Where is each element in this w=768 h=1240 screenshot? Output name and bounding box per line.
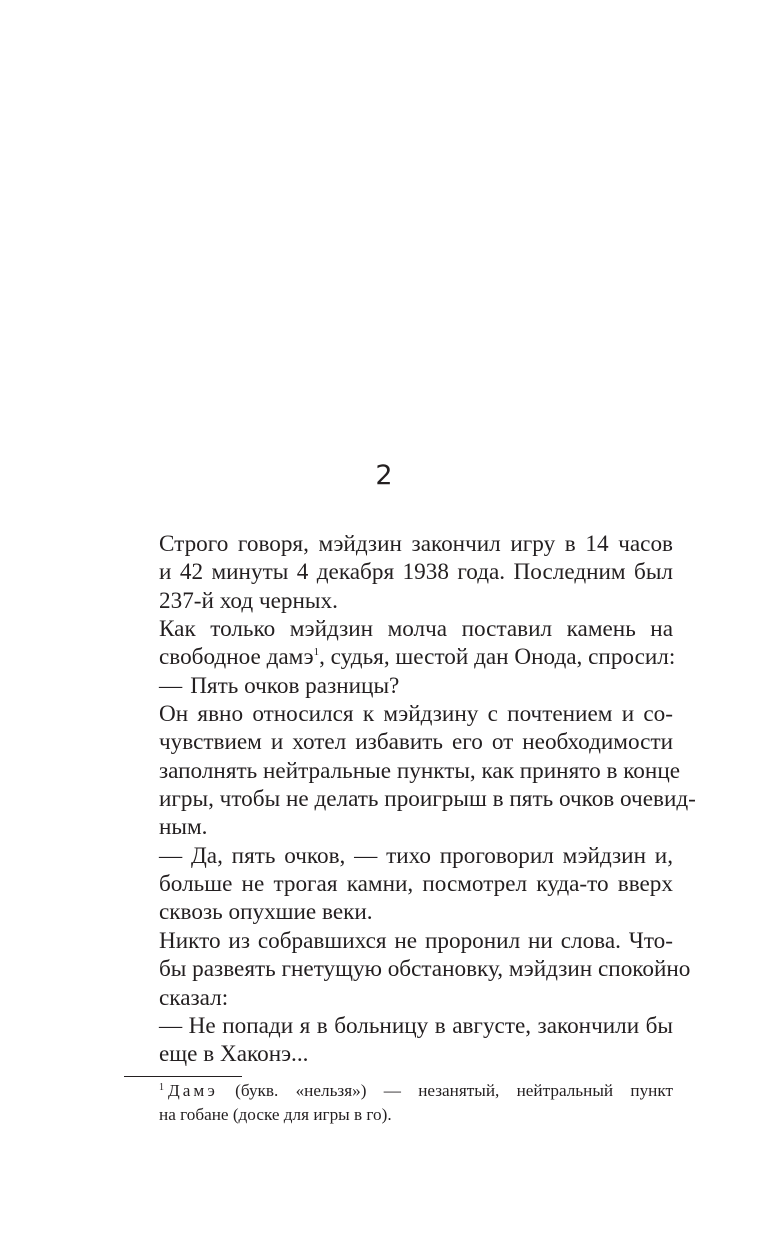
text-line: Как только мэйдзин молча поставил камень на <box>159 616 673 643</box>
paragraph-6 <box>124 927 691 1012</box>
paragraph-2 <box>124 615 676 672</box>
text-line: еще в Хаконэ... <box>159 1041 309 1068</box>
footnote-mark: 1 <box>159 1082 164 1093</box>
footnote-text <box>124 1079 673 1127</box>
text-line: 237-й ход черных. <box>159 587 338 614</box>
text-line: бы развеять гнетущую обстановку, мэйдзин спокойно <box>159 956 691 983</box>
text-fragment: Пять очков разницы? <box>190 672 400 699</box>
footnote <box>124 1079 673 1127</box>
text-fragment: (букв. «нельзя») — незанятый, нейтральный пункт <box>235 1081 674 1100</box>
body-text <box>124 530 696 1069</box>
footnote-line: на гобане (доске для игры в го). <box>159 1105 392 1124</box>
text-line: Строго говоря, мэйдзин закончил игру в 14 часов <box>159 531 673 557</box>
text-fragment: свободное дамэ <box>159 644 314 671</box>
text-line: больше не трогая камни, посмотрел куда-то вверх <box>159 871 673 898</box>
dialogue-dash: — <box>159 672 183 699</box>
text-line: и 42 минуты 4 декабря 1938 года. Последним был <box>159 559 673 586</box>
text-line: Никто из собравшихся не проронил ни слова. Что- <box>159 927 673 954</box>
text-line: сквозь опухшие веки. <box>159 899 373 926</box>
paragraph-4 <box>124 700 696 842</box>
footnote-reference: 1 <box>313 646 320 659</box>
text-line: — Да, пять очков, — тихо проговорил мэйдзин и, <box>159 842 673 869</box>
paragraph-3 <box>124 672 673 700</box>
text-line <box>124 672 673 700</box>
footnote-divider <box>124 1076 242 1077</box>
paragraph-5 <box>124 842 673 927</box>
footnote-line <box>124 1079 673 1103</box>
paragraph-1 <box>124 530 673 615</box>
footnote-term: Дамэ <box>168 1081 218 1100</box>
text-line: чувствием и хотел избавить его от необходимости <box>159 729 673 756</box>
text-line: заполнять нейтральные пункты, как принято в конце <box>159 757 681 784</box>
text-line: ным. <box>159 814 208 841</box>
text-line: — Не попади я в больницу в августе, закончили бы <box>159 1012 673 1039</box>
text-line: игры, чтобы не делать проигрыш в пять очков очевид- <box>159 786 696 813</box>
paragraph-7 <box>124 1012 673 1069</box>
text-line: Он явно относился к мэйдзину с почтением и со- <box>159 701 673 728</box>
text-fragment: , судья, шестой дан Онода, спросил: <box>319 644 676 671</box>
text-line <box>124 643 676 671</box>
text-line: сказал: <box>159 984 229 1011</box>
chapter-number: 2 <box>375 460 393 491</box>
